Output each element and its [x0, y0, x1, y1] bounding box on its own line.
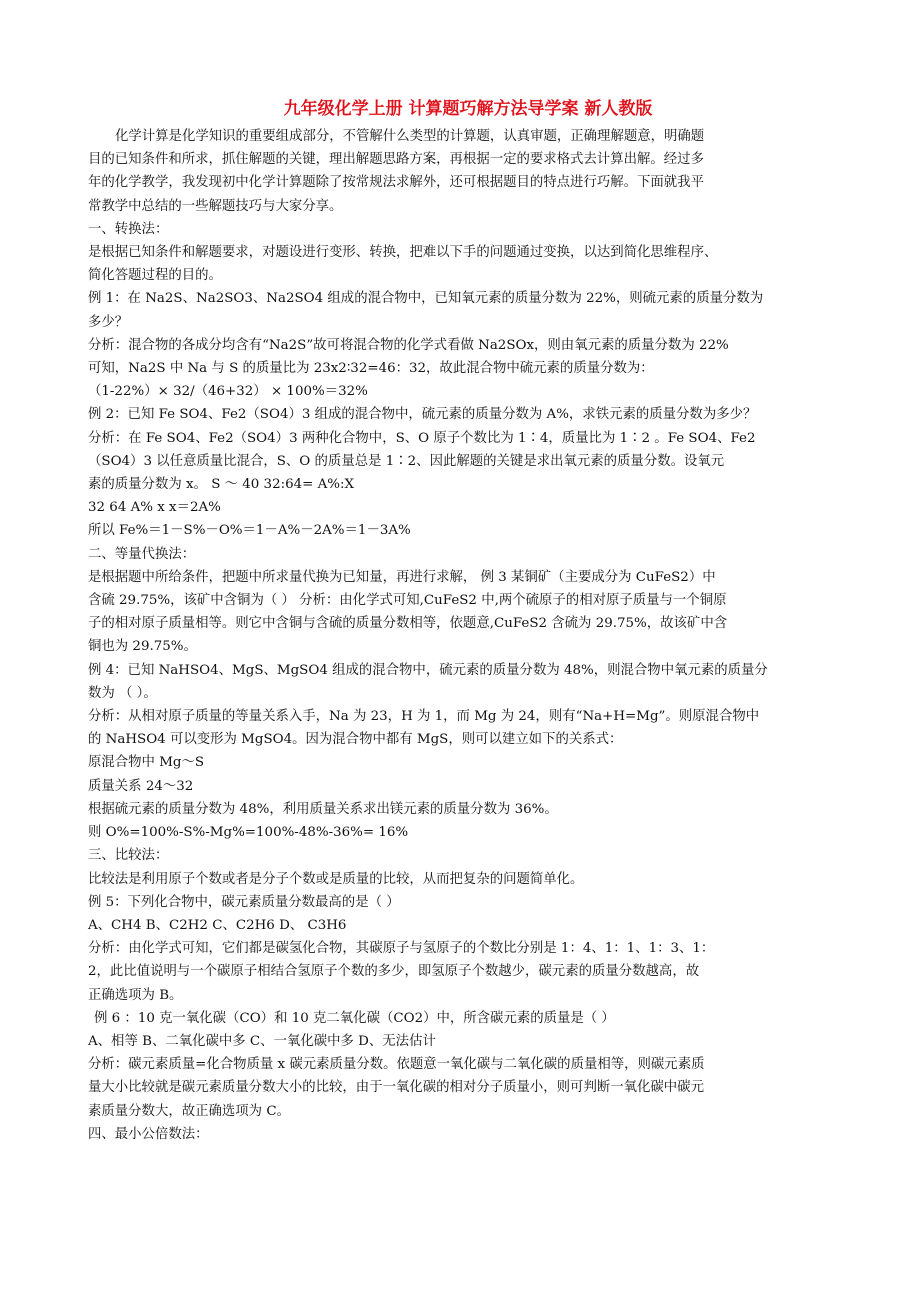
text-line: 常教学中总结的一些解题技巧与大家分享。	[88, 198, 343, 214]
example-line: 例 2：已知 Fe SO4、Fe2（SO4）3 组成的混合物中，硫元素的质量分数为 A%，求铁元素的质量分数为多少？	[88, 407, 757, 423]
example-line: 例 4：已知 NaHSO4、MgS、MgSO4 组成的混合物中，硫元素的质量分数为 48%，则混合物中氧元素的质量分	[88, 662, 768, 678]
text-line: 含硫 29.75%，该矿中含铜为（ ） 分析：由化学式可知,CuFeS2 中,两个硫原子的相对原子质量与一个铜原	[88, 593, 727, 609]
analysis-line: 分析：混合物的各成分均含有“Na2S”故可将混合物的化学式看做 Na2SOx，则由氧元素的质量分数为 22%	[88, 337, 729, 353]
text-line: 化学计算是化学知识的重要组成部分，不管解什么类型的计算题，认真审题，正确理解题意，明确题	[115, 129, 705, 144]
text-line: 是根据题中所给条件，把题中所求量代换为已知量，再进行求解， 例 3 某铜矿（主要成分为 CuFeS2）中	[88, 569, 716, 585]
formula-line: （1-22%）× 32/（46+32） × 100%＝32%	[88, 384, 368, 400]
text-line: 年的化学教学，我发现初中化学计算题除了按常规法求解外，还可根据题目的特点进行巧解。下面就我平	[88, 175, 704, 191]
analysis-line: 分析：从相对原子质量的等量关系入手，Na 为 23，H 为 1，而 Mg 为 24，则有“Na+H=Mg”。则原混合物中	[88, 709, 760, 725]
text-line: 数为 （ ）。	[88, 685, 157, 701]
options-line: A、CH4 B、C2H2 C、C2H6 D、 C3H6	[88, 917, 347, 933]
document-page	[88, 96, 848, 1146]
text-line: 简化答题过程的目的。	[88, 268, 222, 284]
section-heading: 三、比较法：	[88, 848, 169, 864]
text-line: 素的质量分数为 x。 S ～ 40 32:64= A%:X	[88, 477, 355, 493]
text-line: 多少？	[88, 314, 129, 330]
text-line: 的 NaHSO4 可以变形为 MgSO4。因为混合物中都有 MgS，则可以建立如下的关系式：	[88, 732, 623, 748]
formula-line: 所以 Fe%＝1－S%－O%＝1－A%－2A%＝1－3A%	[88, 523, 411, 539]
formula-line: 32 64 A% x x＝2A%	[88, 500, 221, 516]
text-line: 目的已知条件和所求，抓住解题的关键，理出解题思路方案，再根据一定的要求格式去计算出解。经过多	[88, 152, 704, 168]
text-line: （SO4）3 以任意质量比混合，S、O 的质量总是 1∶2、因此解题的关键是求出氧元素的质量分数。设氧元	[88, 453, 725, 469]
example-line: 例 1：在 Na2S、Na2SO3、Na2SO4 组成的混合物中，已知氧元素的质量分数为 22%，则硫元素的质量分数为	[88, 291, 764, 307]
text-line: 正确选项为 B。	[88, 987, 183, 1003]
text-line: 比较法是利用原子个数或者是分子个数或是质量的比较，从而把复杂的问题简单化。	[88, 871, 584, 887]
text-line: 2，此比值说明与一个碳原子相结合氢原子个数的多少，即氢原子个数越少，碳元素的质量分数越高，故	[88, 964, 700, 980]
text-line: 素质量分数大，故正确选项为 C。	[88, 1103, 290, 1119]
text-line: 量大小比较就是碳元素质量分数大小的比较，由于一氧化碳的相对分子质量小，则可判断一氧化碳中碳元	[88, 1080, 704, 1096]
formula-line: 原混合物中 Mg～S	[88, 755, 205, 771]
example-line: 例 5：下列化合物中，碳元素质量分数最高的是（ ）	[88, 894, 400, 910]
example-line: 例 6 ：10 克一氧化碳（CO）和 10 克二氧化碳（CO2）中，所含碳元素的质量是（ ）	[94, 1010, 615, 1026]
analysis-line: 分析：在 Fe SO4、Fe2（SO4）3 两种化合物中，S、O 原子个数比为 1∶4，质量比为 1∶2 。Fe SO4、Fe2	[88, 430, 756, 446]
text-line: 铜也为 29.75%。	[88, 639, 197, 655]
document-title: 九年级化学上册 计算题巧解方法导学案 新人教版	[283, 99, 653, 119]
text-line: 是根据已知条件和解题要求，对题设进行变形、转换，把难以下手的问题通过变换，以达到简化思维程序、	[88, 245, 718, 261]
section-heading: 四、最小公倍数法：	[88, 1126, 209, 1142]
formula-line: 质量关系 24～32	[88, 778, 194, 794]
options-line: A、相等 B、二氧化碳中多 C、一氧化碳中多 D、无法估计	[88, 1033, 436, 1049]
text-line: 根据硫元素的质量分数为 48%，利用质量关系求出镁元素的质量分数为 36%。	[88, 801, 558, 817]
analysis-line: 分析：碳元素质量=化合物质量 x 碳元素质量分数。依题意一氧化碳与二氧化碳的质量相等，则碳元素质	[88, 1057, 705, 1073]
section-heading: 二、等量代换法：	[88, 546, 196, 562]
section-heading: 一、转换法：	[88, 221, 169, 237]
analysis-line: 分析：由化学式可知，它们都是碳氢化合物，其碳原子与氢原子的个数比分别是 1：4、1：1、1：3、1：	[88, 941, 715, 957]
text-line: 子的相对原子质量相等。则它中含铜与含硫的质量分数相等，依题意,CuFeS2 含硫为 29.75%，故该矿中含	[88, 616, 728, 632]
formula-line: 则 O%=100%-S%-Mg%=100%-48%-36%= 16%	[88, 825, 409, 841]
text-line: 可知，Na2S 中 Na 与 S 的质量比为 23x2∶32=46：32，故此混合物中硫元素的质量分数为：	[88, 361, 654, 377]
